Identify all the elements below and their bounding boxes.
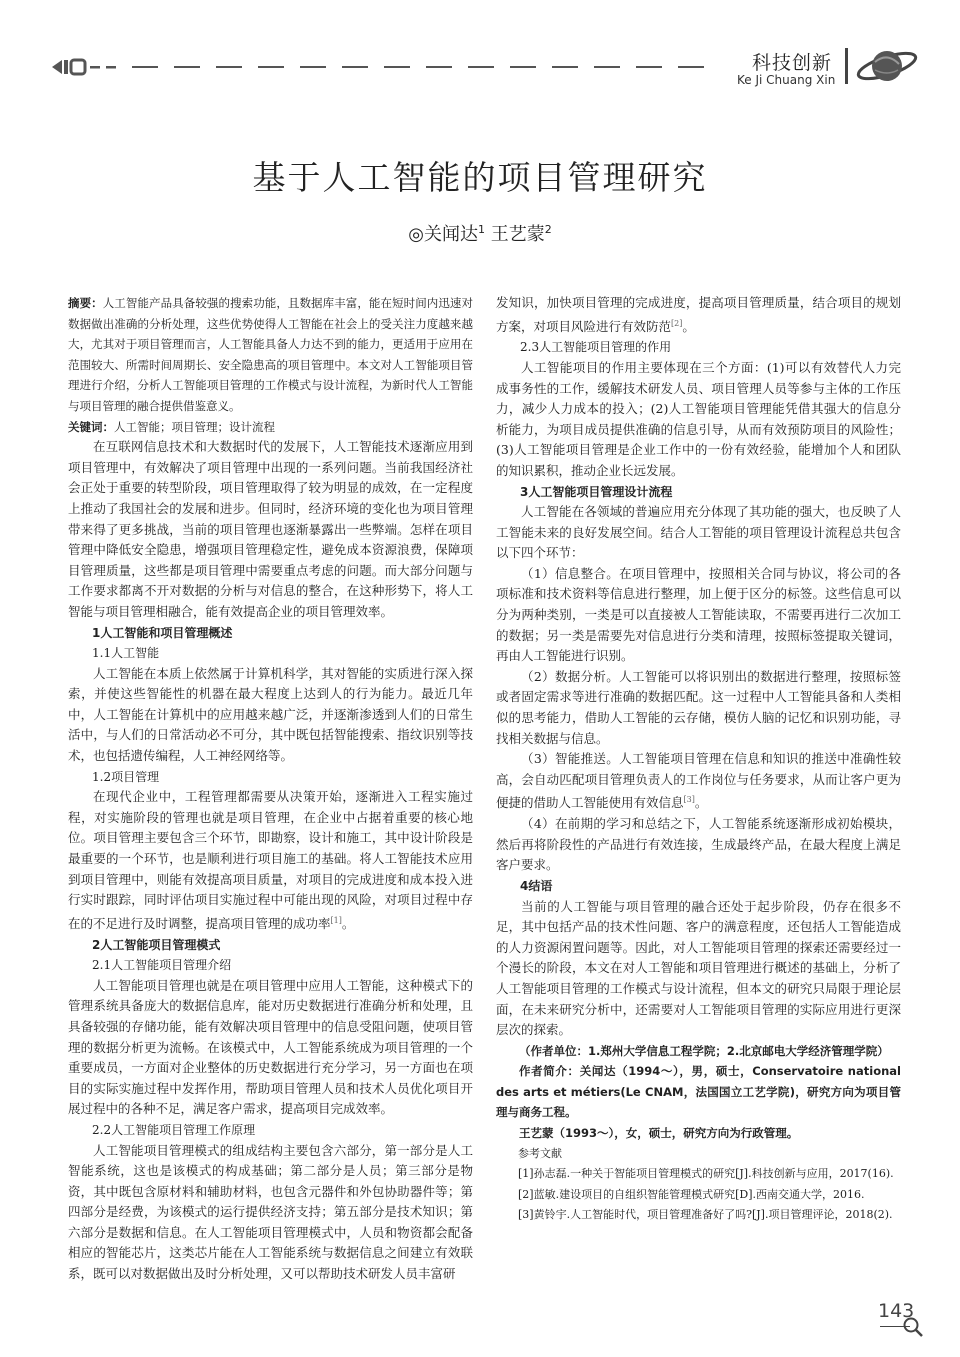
section-1-1-heading: 1.1人工智能: [92, 646, 160, 661]
magnifier-icon: [902, 1316, 924, 1338]
author-prefix-icon: ◎: [408, 224, 424, 245]
section-1-2-text: 在现代企业中，工程管理都需要从决策开始，逐渐进入工程实施过程，对实施阶段的管理也就是项目管理，在企业中占据着重要的核心地位。项目管理主要包含三个环节，即勘察，设计和施工，其中设计阶段是最重要的一个环节，也是顺利进行项目施工的基础。将人工智能技术应用到项目管理中，则能有效提高项目质量，对项目的完成进度和成本投入进行实时跟踪，同时评估项目实施过程中可能出现的风险，对项目过程中存在的不足进行及时调整，提高项目管理的成功率: [68, 789, 473, 931]
author-affiliation: （作者单位：1.郑州大学信息工程学院；2.北京邮电大学经济管理学院）: [519, 1043, 889, 1058]
section-3-item-3: [496, 749, 901, 814]
section-2-2-continuation: [496, 293, 901, 337]
section-1-2-end: 。: [341, 915, 355, 931]
journal-name: 科技创新: [752, 52, 833, 74]
author-1-sup: 1: [477, 223, 485, 236]
references-heading: 参考文献: [518, 1146, 562, 1160]
section-4-text: 当前的人工智能与项目管理的融合还处于起步阶段，仍存在很多不足，其中包括产品的技术性问题、客户的满意程度，还包括人工智能造成的人力资源闲置问题等。因此，对人工智能项目管理的探索还需要经过一个漫长的阶段，本文在对人工智能和项目管理进行概述的基础上，分析了人工智能项目管理的工作模式与设计流程，但本文的研究只局限于理论层面，在未来研究分析中，还需要对人工智能项目管理的实际应用进行更深层次的探索。: [496, 898, 901, 1038]
article-title: 基于人工智能的项目管理研究: [252, 158, 708, 198]
citation-2: [2]: [671, 318, 683, 328]
abstract-label: 摘要：: [68, 296, 103, 310]
author-1: 关闻达: [423, 224, 478, 245]
section-2-3-text: 人工智能项目的作用主要体现在三个方面：(1)可以有效替代人力完成事务性的工作，缓解技术研发人员、项目管理人员等参与主体的工作压力，减少人力成本的投入；(2)人工智能项目管理能凭借其强大的信息分析能力，为项目成员提供准确的信息引导，从而有效预防项目的风险性；(3)人工智能项目管理是企业工作中的一份有效经验，能增加个人和团队的知识累积，推动企业长远发展。: [496, 359, 901, 478]
section-2-2-text: 人工智能项目管理模式的组成结构主要包含六部分，第一部分是人工智能系统，这也是该模式的构成基础；第二部分是人员；第三部分是物资，其中既包含原材料和辅助材料，也包含元器件和外包协助器件等；第四部分是经费，为该模式的运行提供经济支持；第五部分是技术知识；第六部分是数据和信息。在人工智能项目管理模式中，人员和物资都会配备相应的智能芯片，这类芯片能在人工智能系统与数据信息之间建立有效联系，既可以对数据做出及时分析处理，又可以帮助技术研发人员丰富研: [68, 1142, 473, 1282]
intro-paragraph: 在互联网信息技术和大数据时代的发展下，人工智能技术逐渐应用到项目管理中，有效解决了项目管理中出现的一系列问题。当前我国经济社会正处于重要的转型阶段，项目管理取得了较为明显的成效，在一定程度上推动了我国社会的发展和进步。但同时，经济环境的变化也为项目管理带来得了更多挑战，当前的项目管理也逐渐暴露出一些弊端。怎样在项目管理中降低安全隐患，增强项目管理稳定性，避免成本资源浪费，保障项目管理质量，这些都是项目管理中需要重点考虑的问题。而大部分问题与工作要求都离不开对数据的分析与对信息的整合，在这种形势下，将人工智能与项目管理相融合，能有效提高企业的项目管理效率。: [68, 439, 473, 619]
page-header: [0, 0, 960, 110]
section-3-item-2: （2）数据分析。人工智能可以将识别出的数据进行整理，按照标签或者固定需求等进行准确的数据匹配。这一过程中人工智能具备和人类相似的思考能力，借助人工智能的云存储，模仿人脑的记忆和识别功能，寻找相关数据与信息。: [496, 668, 901, 746]
header-ornament-icon: [52, 58, 124, 76]
reference-item: [3]黄铃宇.人工智能时代，项目管理准备好了吗?[J].项目管理评论，2018(2).: [518, 1208, 893, 1222]
section-2-2-cont-text: 发知识，加快项目管理的完成进度，提高项目管理质量，结合项目的规划方案，对项目风险进行有效防范: [496, 295, 901, 334]
keywords: [68, 417, 473, 438]
section-2-1-heading: 2.1人工智能项目管理介绍: [92, 958, 232, 973]
author-bio-1: 作者简介：关闻达（1994～），男，硕士，Conservatoire national des arts et métiers(Le CNAM，法国国立工艺学院)，研究方向为项目管理与商务工程。: [496, 1064, 901, 1120]
section-3-item-1: （1）信息整合。在项目管理中，按照相关合同与协议，将公司的各项标准和技术资料等信息进行整理，加上便于区分的标签。这些信息可以分为两种类别，一类是可以直接被人工智能读取，不需要再进行二次加工的数据；另一类是需要先对信息进行分类和清理，按照标签提取关键词，再由人工智能进行识别。: [496, 565, 901, 664]
section-2-2-heading: 2.2人工智能项目管理工作原理: [92, 1122, 256, 1137]
section-1-2-heading: 1.2项目管理: [92, 769, 160, 784]
section-1-2-paragraph: [68, 787, 473, 934]
author-bio-2: 王艺蒙（1993～），女，硕士，研究方向为行政管理。: [519, 1126, 799, 1141]
reference-item: [1]孙志磊.一种关于智能项目管理模式的研究[J].科技创新与应用，2017(16).: [518, 1167, 894, 1181]
journal-pinyin: Ke Ji Chuang Xin: [737, 73, 836, 87]
citation-3: [3]: [683, 795, 695, 805]
section-2-1-text: 人工智能项目管理也就是在项目管理中应用人工智能，这种模式下的管理系统具备庞大的数据信息库，能对历史数据进行准确分析和处理，且具备较强的存储功能，能有效解决项目管理中的信息受阻问题，使项目管理的数据分析更为流畅。在该模式中，人工智能系统成为项目管理的一个重要成员，一方面对企业整体的历史数据进行充分学习，另一方面也在项目的实际实施过程中发挥作用，帮助项目管理人员和技术人员优化项目开展过程中的各种不足，满足客户需求，提高项目完成效率。: [68, 977, 473, 1117]
keywords-text: 人工智能；项目管理；设计流程: [114, 419, 275, 434]
left-column: [68, 293, 473, 1285]
right-column: [496, 293, 901, 1226]
keywords-label: 关键词：: [68, 419, 114, 434]
header-dashed-rule: [132, 66, 712, 68]
section-2-heading: 2人工智能项目管理模式: [92, 937, 221, 952]
abstract: [68, 293, 473, 417]
section-4-heading: 4结语: [520, 878, 553, 893]
reference-item: [2]蓝敏.建设项目的自组织智能管理模式研究[D].西南交通大学，2016.: [518, 1187, 865, 1201]
section-3-item-3-text: （3）智能推送。人工智能项目管理在信息和知识的推送中准确性较高，会自动匹配项目管理负责人的工作岗位与任务要求，从而让客户更为便捷的借助人工智能使用有效信息: [496, 751, 901, 811]
section-3-heading: 3人工智能项目管理设计流程: [520, 484, 673, 499]
author-2-sup: 2: [544, 223, 552, 236]
planet-logo-icon: [845, 42, 919, 90]
section-2-3-heading: 2.3人工智能项目管理的作用: [520, 340, 672, 355]
section-3-intro: 人工智能在各领域的普遍应用充分体现了其功能的强大，也反映了人工智能未来的良好发展空间。结合人工智能的项目管理设计流程总共包含以下四个环节：: [496, 504, 901, 561]
abstract-text: 人工智能产品具备较强的搜索功能，且数据库丰富，能在短时间内迅速对数据做出准确的分析处理，这些优势使得人工智能在社会上的受关注力度越来越大，尤其对于项目管理而言，人工智能具备人力达不到的能力，更适用于应用在范围较大、所需时间周期长、安全隐患高的项目管理中。本文对人工智能项目管理进行介绍，分析人工智能项目管理的工作模式与设计流程，为新时代人工智能与项目管理的融合提供借鉴意义。: [68, 296, 474, 413]
section-2-2-cont-end: 。: [682, 318, 695, 334]
section-3-item-3-end: 。: [694, 795, 708, 811]
section-3-item-4: （4）在前期的学习和总结之下，人工智能系统逐渐形成初始模块，然后再将阶段性的产品进行有效连接，生成最终产品，在最大程度上满足客户要求。: [496, 816, 901, 873]
section-1-1-text: 人工智能在本质上依然属于计算机科学，其对智能的实质进行深入探索，并使这些智能性的机器在最大程度上达到人的行为能力。最近几年中，人工智能在计算机中的应用越来越广泛，并逐渐渗透到人们的日常生活中，与人们的日常活动必不可分，其中既包括智能搜索、指纹识别等技术，也包括遗传编程，人工神经网络等。: [68, 665, 473, 764]
section-1-heading: 1人工智能和项目管理概述: [92, 625, 233, 640]
page-number: 143: [878, 1300, 915, 1322]
author-2: 王艺蒙: [490, 224, 545, 245]
author-line: [0, 220, 960, 246]
citation-1: [1]: [330, 915, 342, 925]
